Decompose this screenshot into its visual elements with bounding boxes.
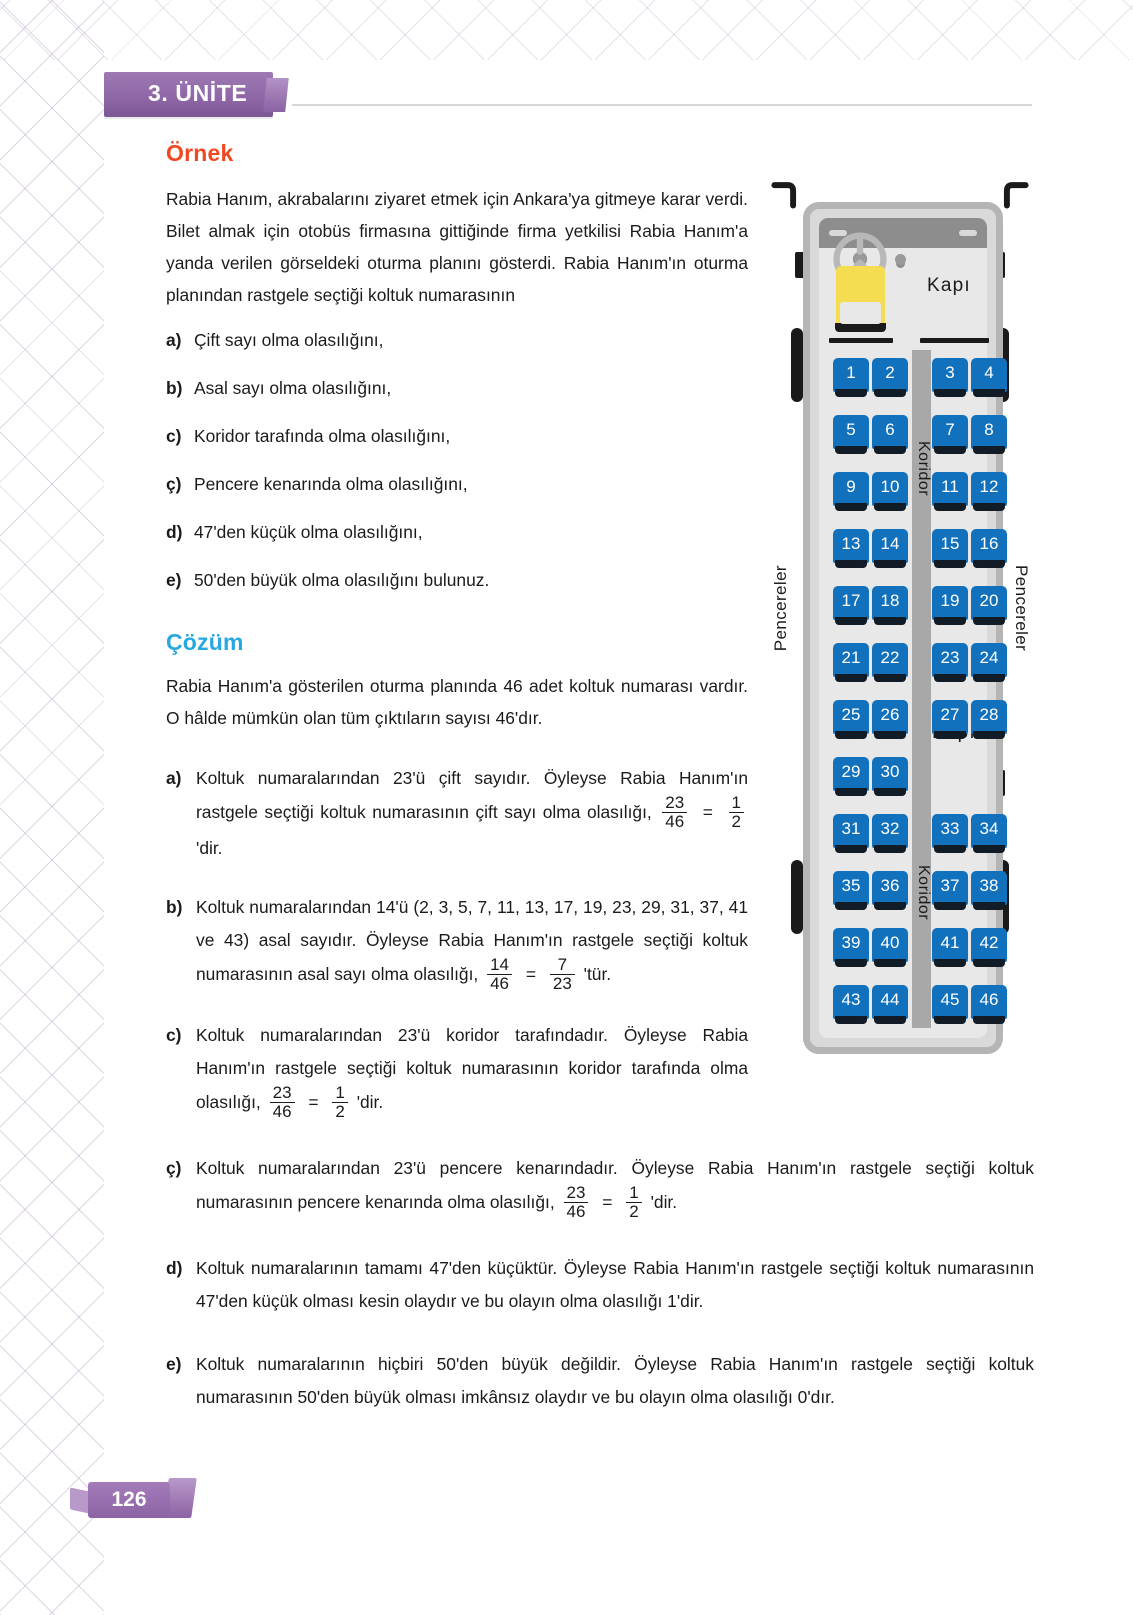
- solution-heading: Çözüm: [166, 629, 244, 655]
- seat-number: 3: [945, 363, 955, 382]
- fraction-1-2: [729, 794, 744, 831]
- seat-number: 26: [880, 705, 900, 724]
- seat-40[interactable]: [872, 928, 908, 962]
- solution-text: Koltuk numaralarından 23'ü çift sayıdır. Öyleyse Rabia Hanım'ın rastgele seçtiği koltuk numarasının çift sayı olma olasılığı,: [196, 768, 748, 822]
- item-label: a): [166, 768, 182, 788]
- fraction-23-46: [564, 1184, 589, 1221]
- seat-number: 32: [880, 819, 900, 838]
- vent-right-icon: [959, 230, 977, 236]
- seat-number: 28: [979, 705, 999, 724]
- page-number: 126: [88, 1482, 170, 1518]
- seat-number: 14: [880, 534, 900, 553]
- fraction-denominator: 2: [626, 1202, 641, 1221]
- door-bar-left: [829, 338, 893, 343]
- item-label: ç): [166, 474, 182, 494]
- seat-3[interactable]: [932, 358, 968, 392]
- solution-text: Koltuk numaralarından 23'ü koridor tarafındadır. Öyleyse Rabia Hanım'ın rastgele seçtiği koltuk numarasının koridor tarafında olma olasılığı,: [196, 1025, 748, 1113]
- solution-suffix: 'dir.: [196, 837, 223, 858]
- solution-item-a: [166, 762, 748, 865]
- item-text: [196, 891, 748, 994]
- seat-25[interactable]: [833, 700, 869, 734]
- example-heading: Örnek: [166, 140, 234, 166]
- seat-number: 5: [846, 420, 856, 439]
- item-text: Asal sayı olma olasılığını,: [194, 378, 392, 398]
- item-text: Koltuk numaralarının hiçbiri 50'den büyük değildir. Öyleyse Rabia Hanım'ın rastgele seçtiği koltuk numarasının 50'den büyük olması imkânsız olaydır ve bu olayın olma olasılığı 0'dır.: [196, 1353, 1034, 1407]
- seat-number: 31: [841, 819, 861, 838]
- seat-number: 7: [945, 420, 955, 439]
- item-label: c): [166, 1025, 182, 1046]
- corridor-label-bottom: Koridor: [915, 865, 932, 921]
- seat-number: 10: [880, 477, 900, 496]
- side-mirror-left-icon: [771, 180, 805, 214]
- example-question-list: [166, 325, 748, 595]
- item-label: a): [166, 330, 182, 350]
- equals-sign: =: [702, 801, 713, 822]
- list-item: [166, 565, 748, 595]
- seat-17[interactable]: [833, 586, 869, 620]
- seat-number: 13: [841, 534, 861, 553]
- unit-header-ribbon: [104, 72, 273, 116]
- fraction-numerator: 14: [490, 954, 510, 974]
- fraction-numerator: 7: [557, 954, 568, 974]
- equals-sign: =: [308, 1092, 319, 1113]
- seat-19[interactable]: [932, 586, 968, 620]
- seat-23[interactable]: [932, 643, 968, 677]
- seat-number: 22: [880, 648, 900, 667]
- door-label-front: Kapı: [927, 275, 971, 296]
- seat-number: 8: [984, 420, 994, 439]
- seat-number: 37: [940, 876, 960, 895]
- bus-seating-diagram: [765, 180, 1033, 1070]
- item-label: d): [166, 522, 183, 542]
- fraction-denominator: 23: [550, 974, 575, 993]
- seat-32[interactable]: [872, 814, 908, 848]
- seat-35[interactable]: [833, 871, 869, 905]
- equals-sign: =: [525, 963, 537, 984]
- seat-26[interactable]: [872, 700, 908, 734]
- seat-number: 1: [846, 363, 856, 382]
- seat-27[interactable]: [932, 700, 968, 734]
- seat-number: 19: [940, 591, 960, 610]
- driver-seat: [836, 266, 885, 327]
- item-label: e): [166, 570, 182, 590]
- seat-number: 16: [979, 534, 999, 553]
- seat-10[interactable]: [872, 472, 908, 506]
- bus-interior: [819, 218, 999, 1038]
- seat-20[interactable]: [971, 586, 1007, 620]
- list-item: [166, 373, 748, 403]
- item-label: b): [166, 378, 183, 398]
- seat-30[interactable]: [872, 757, 908, 791]
- seat-number: 18: [880, 591, 900, 610]
- seat-2[interactable]: [872, 358, 908, 392]
- seat-13[interactable]: [833, 529, 869, 563]
- list-item: [166, 517, 748, 547]
- fraction-numerator: 1: [335, 1083, 345, 1103]
- seat-number: 36: [880, 876, 900, 895]
- fraction-numerator: 1: [731, 793, 741, 812]
- seat-34[interactable]: [971, 814, 1007, 848]
- seat-number: 27: [940, 705, 960, 724]
- item-text: [196, 762, 748, 865]
- seat-44[interactable]: [872, 985, 908, 1019]
- seat-number: 4: [984, 363, 994, 382]
- fraction-1-2: [332, 1084, 347, 1121]
- fraction-numerator: 1: [629, 1183, 639, 1202]
- seat-9[interactable]: [833, 472, 869, 506]
- seat-16[interactable]: [971, 529, 1007, 563]
- example-intro-paragraph: Rabia Hanım, akrabalarını ziyaret etmek için Ankara'ya gitmeye karar verdi. Bilet almak için otobüs firmasına gittiğinde firma yetkilisi Rabia Hanım'a yanda verilen görseldeki oturma planını gösterdi. Rabia Hanım'ın oturma planından rastgele seçtiği koltuk numarasının: [166, 189, 748, 305]
- seat-36[interactable]: [872, 871, 908, 905]
- seat-37[interactable]: [932, 871, 968, 905]
- fraction-denominator: 46: [564, 1202, 589, 1221]
- fraction-14-46: [487, 956, 512, 993]
- wide-solution-column: [166, 1152, 1034, 1444]
- seat-22[interactable]: [872, 643, 908, 677]
- corridor-label-top: Koridor: [915, 441, 932, 497]
- seat-5[interactable]: [833, 415, 869, 449]
- seat-number: 15: [940, 534, 960, 553]
- solution-item-c: [166, 1019, 748, 1122]
- fraction-denominator: 2: [729, 812, 744, 831]
- item-label: d): [166, 1257, 183, 1278]
- seat-42[interactable]: [971, 928, 1007, 962]
- seat-number: 6: [885, 420, 895, 439]
- seat-number: 41: [940, 933, 960, 952]
- seat-14[interactable]: [872, 529, 908, 563]
- seat-number: 24: [979, 648, 999, 667]
- seat-18[interactable]: [872, 586, 908, 620]
- seat-number: 38: [979, 876, 999, 895]
- item-text: [196, 1152, 1034, 1222]
- seat-11[interactable]: [932, 472, 968, 506]
- fraction-numerator: 23: [665, 793, 685, 812]
- seat-1[interactable]: [833, 358, 869, 392]
- fraction-denominator: 46: [662, 812, 687, 831]
- fraction-7-23: [550, 956, 575, 993]
- solution-item-d: [166, 1252, 1034, 1318]
- solution-item-e: [166, 1348, 1034, 1414]
- seat-number: 33: [940, 819, 960, 838]
- side-rail-left-rear: [791, 860, 803, 934]
- seat-number: 12: [979, 477, 999, 496]
- item-text: 47'den küçük olma olasılığını,: [194, 522, 423, 542]
- fraction-1-2: [626, 1184, 641, 1221]
- list-item: [166, 421, 748, 451]
- solution-item-b: [166, 891, 748, 994]
- side-rail-left-front: [791, 328, 803, 402]
- solution-text: Koltuk numaralarından 14'ü (2, 3, 5, 7, 11, 13, 17, 19, 23, 29, 31, 37, 41 ve 43) asal sayıdır. Öyleyse Rabia Hanım'ın rastgele seçtiği koltuk numarasının asal sayı olma olasılığı,: [196, 896, 748, 984]
- seat-28[interactable]: [971, 700, 1007, 734]
- item-label: c): [166, 426, 182, 446]
- solution-suffix: 'tür.: [583, 963, 612, 984]
- seat-number: 25: [841, 705, 861, 724]
- door-bar-front-right: [920, 338, 989, 343]
- item-text: [196, 1019, 748, 1122]
- bus-body-outline: [803, 202, 1003, 1054]
- list-item: [166, 325, 748, 355]
- seat-number: 46: [979, 990, 999, 1009]
- seat-24[interactable]: [971, 643, 1007, 677]
- gear-knob-icon: [895, 254, 906, 265]
- windows-label-left: Pencereler: [771, 565, 790, 652]
- seat-12[interactable]: [971, 472, 1007, 506]
- seat-46[interactable]: [971, 985, 1007, 1019]
- seat-7[interactable]: [932, 415, 968, 449]
- item-label: e): [166, 1353, 182, 1374]
- corridor-strip-upper2: [912, 584, 931, 648]
- seat-number: 39: [841, 933, 861, 952]
- seat-45[interactable]: [932, 985, 968, 1019]
- solution-text: Koltuk numaralarından 23'ü pencere kenarındadır. Öyleyse Rabia Hanım'ın rastgele seçtiği koltuk numarasının pencere kenarında olma olasılığı,: [196, 1158, 1034, 1212]
- fraction-numerator: 23: [566, 1183, 586, 1202]
- seat-43[interactable]: [833, 985, 869, 1019]
- main-text-column: [166, 140, 748, 1148]
- seat-number: 45: [940, 990, 960, 1009]
- page-footer: [70, 1478, 270, 1528]
- seat-29[interactable]: [833, 757, 869, 791]
- seat-31[interactable]: [833, 814, 869, 848]
- fraction-denominator: 46: [270, 1102, 295, 1121]
- seat-number: 17: [841, 591, 861, 610]
- fraction-denominator: 2: [332, 1102, 347, 1121]
- list-item: [166, 469, 748, 499]
- item-text: Koridor tarafında olma olasılığını,: [194, 426, 451, 446]
- item-label: ç): [166, 1158, 182, 1178]
- fraction-23-46: [662, 794, 687, 831]
- seat-6[interactable]: [872, 415, 908, 449]
- header-divider: [292, 104, 1032, 106]
- seat-number: 44: [880, 990, 900, 1009]
- seat-number: 35: [841, 876, 861, 895]
- fraction-numerator: 23: [272, 1083, 292, 1103]
- seat-33[interactable]: [932, 814, 968, 848]
- seat-number: 23: [940, 648, 960, 667]
- seat-8[interactable]: [971, 415, 1007, 449]
- seat-number: 11: [941, 477, 959, 496]
- solution-suffix: 'dir.: [356, 1092, 384, 1113]
- seat-39[interactable]: [833, 928, 869, 962]
- solution-intro-paragraph: Rabia Hanım'a gösterilen oturma planında 46 adet koltuk numarası vardır. O hâlde mümkün olan tüm çıktıların sayısı 46'dır.: [166, 676, 748, 728]
- seat-41[interactable]: [932, 928, 968, 962]
- seat-number: 30: [880, 762, 900, 781]
- seat-number: 9: [846, 477, 856, 496]
- decorative-pattern-top: [0, 0, 1133, 60]
- seat-number: 43: [841, 990, 861, 1009]
- decorative-pattern-left: [0, 0, 104, 1615]
- seat-number: 40: [880, 933, 900, 952]
- seat-15[interactable]: [932, 529, 968, 563]
- item-text: 50'den büyük olma olasılığını bulunuz.: [194, 570, 490, 590]
- fraction-23-46: [270, 1084, 295, 1121]
- equals-sign: =: [602, 1191, 613, 1212]
- seat-number: 2: [885, 363, 895, 382]
- item-label: b): [166, 896, 183, 917]
- seat-number: 20: [979, 591, 999, 610]
- item-text: Pencere kenarında olma olasılığını,: [194, 474, 468, 494]
- seat-number: 34: [979, 819, 999, 838]
- windows-label-right: Pencereler: [1012, 565, 1031, 652]
- seat-number: 21: [841, 648, 861, 667]
- seat-4[interactable]: [971, 358, 1007, 392]
- solution-suffix: 'dir.: [650, 1191, 678, 1212]
- item-text: Koltuk numaralarının tamamı 47'den küçüktür. Öyleyse Rabia Hanım'ın rastgele seçtiği koltuk numarasının 47'den küçük olması kesin olaydır ve bu olayın olma olasılığı 1'dir.: [196, 1257, 1034, 1311]
- seat-number: 42: [979, 933, 999, 952]
- fraction-denominator: 46: [487, 974, 512, 993]
- seat-38[interactable]: [971, 871, 1007, 905]
- solution-item-c-cedilla: [166, 1152, 1034, 1222]
- seat-number: 29: [841, 762, 861, 781]
- seat-21[interactable]: [833, 643, 869, 677]
- item-text: Çift sayı olma olasılığını,: [194, 330, 384, 350]
- unit-label: 3. ÜNİTE: [104, 72, 273, 117]
